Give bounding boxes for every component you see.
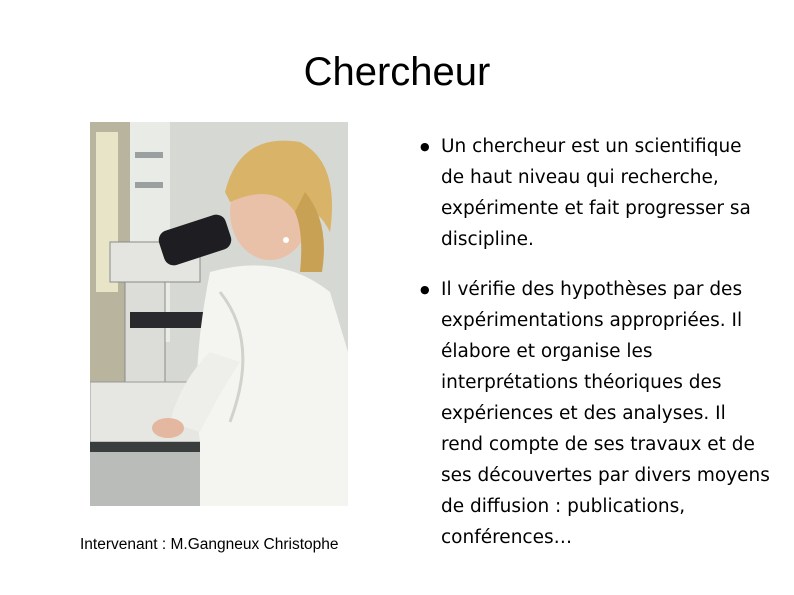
bullet-item: [420, 274, 770, 553]
slide-title: Chercheur: [303, 50, 491, 94]
bullet-text: Il vérifie des hypothèses par des expérimentations appropriées. Il élabore et organise les interprétations théoriques des expériences et des analyses. Il rend compte de ses travaux et de ses découvertes par divers moyens de diffusion : publications, conférences…: [441, 279, 770, 548]
bullet-item: [420, 131, 770, 255]
bullet-dot-icon: ●: [420, 283, 430, 296]
bullet-dot-icon: ●: [420, 140, 430, 153]
bullet-list: [420, 131, 770, 553]
researcher-microscope-photo: [90, 122, 348, 506]
bullet-text: Un chercheur est un scientifique de haut niveau qui recherche, expérimente et fait progresser sa discipline.: [441, 136, 751, 250]
speaker-caption: Intervenant : M.Gangneux Christophe: [80, 536, 339, 553]
